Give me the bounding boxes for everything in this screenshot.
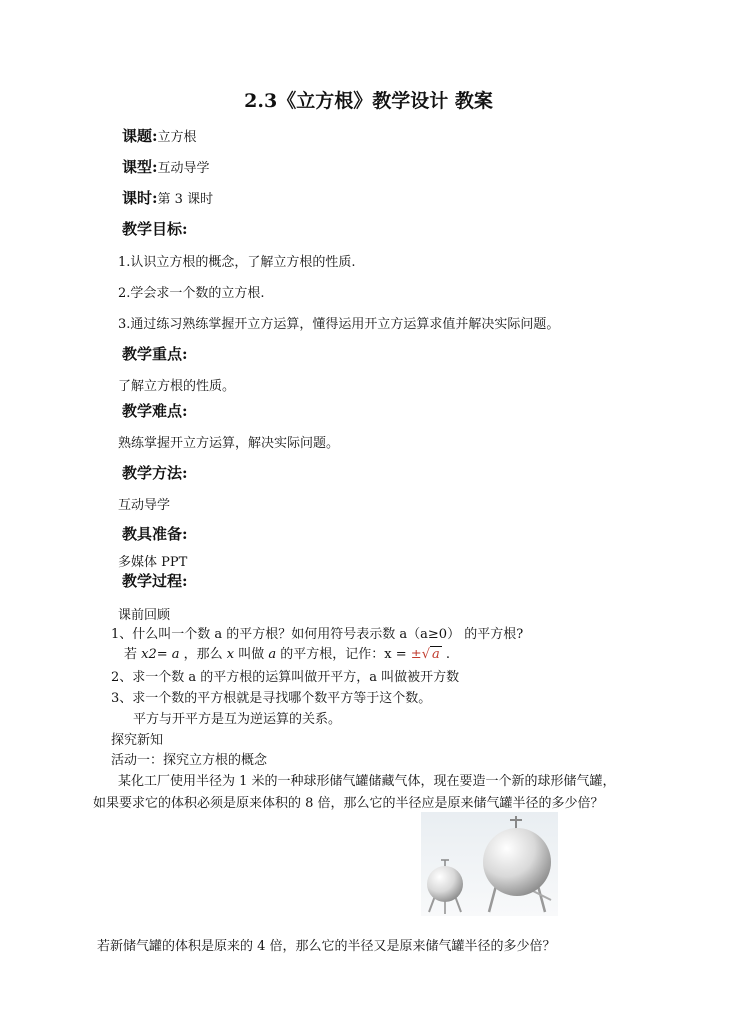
explore-title: 探究新知 — [111, 733, 164, 748]
method-text: 互动导学 — [118, 498, 171, 513]
process-heading: 教学过程: — [122, 572, 188, 590]
meta-value: 立方根 — [157, 130, 197, 145]
key-point-heading: 教学重点: — [122, 345, 188, 363]
tools-text: 多媒体 PPT — [118, 555, 188, 570]
meta-value: 互动导学 — [157, 161, 210, 176]
key-point-text: 了解立方根的性质。 — [118, 379, 236, 394]
review-question-2: 2、求一个数 a 的平方根的运算叫做开平方，a 叫做被开方数 — [111, 670, 460, 685]
difficulty-text: 熟练掌握开立方运算，解决实际问题。 — [118, 436, 340, 451]
follow-up-question: 若新储气罐的体积是原来的 4 倍，那么它的半径又是原来储气罐半径的多少倍？ — [97, 939, 556, 954]
meta-row-topic — [122, 125, 197, 146]
activity-1-title: 活动一：探究立方根的概念 — [111, 753, 268, 768]
review-question-1: 1、什么叫一个数 a 的平方根？如何用符号表示数 a（a≥0） 的平方根? — [111, 627, 524, 642]
goal-item: 1.认识立方根的概念，了解立方根的性质. — [118, 255, 356, 270]
radicand: a — [432, 647, 440, 662]
square-root-icon: √ a — [421, 647, 440, 662]
meta-label: 课题: — [122, 127, 158, 145]
meta-label: 课型: — [122, 158, 158, 176]
method-heading: 教学方法: — [122, 464, 188, 482]
formula-x2: x2= — [141, 647, 168, 662]
meta-row-period — [122, 187, 213, 208]
text-span: . — [441, 647, 451, 662]
difficulty-heading: 教学难点: — [122, 402, 188, 420]
formula-x: x — [226, 647, 235, 662]
review-question-3-note: 平方与开平方是互为逆运算的关系。 — [133, 712, 342, 727]
goal-item: 3.通过练习熟练掌握开立方运算，懂得运用开立方运算求值并解决实际问题。 — [118, 317, 560, 332]
meta-label: 课时: — [122, 189, 158, 207]
text-span: 叫做 — [234, 647, 269, 662]
review-question-1-formula — [124, 643, 450, 662]
problem-text-line-2: 如果要求它的体积必须是原来体积的 8 倍，那么它的半径应是原来储气罐半径的多少倍？ — [93, 796, 604, 811]
text-span: 的平方根，记作：x = — [276, 647, 411, 662]
tools-heading: 教具准备: — [122, 525, 188, 543]
problem-text-line-1: 某化工厂使用半径为 1 米的一种球形储气罐储藏气体，现在要造一个新的球形储气罐， — [118, 774, 616, 789]
review-question-3: 3、求一个数的平方根就是寻找哪个数平方等于这个数。 — [111, 691, 432, 706]
text-span: 若 — [124, 647, 142, 662]
goal-item: 2.学会求一个数的立方根. — [118, 286, 265, 301]
text-span: ，那么 — [179, 647, 227, 662]
meta-row-type — [122, 156, 210, 177]
formula-a: a — [167, 647, 180, 662]
goals-heading: 教学目标: — [122, 220, 188, 238]
page-title: 2.3《立方根》教学设计 教案 — [244, 90, 493, 112]
plus-minus-sign: ± — [410, 647, 422, 662]
meta-value: 第 3 课时 — [157, 192, 214, 207]
review-title: 课前回顾 — [118, 608, 171, 623]
formula-a: a — [268, 647, 277, 662]
gas-tanks-figure — [421, 812, 558, 916]
spherical-tanks-image — [421, 812, 558, 916]
